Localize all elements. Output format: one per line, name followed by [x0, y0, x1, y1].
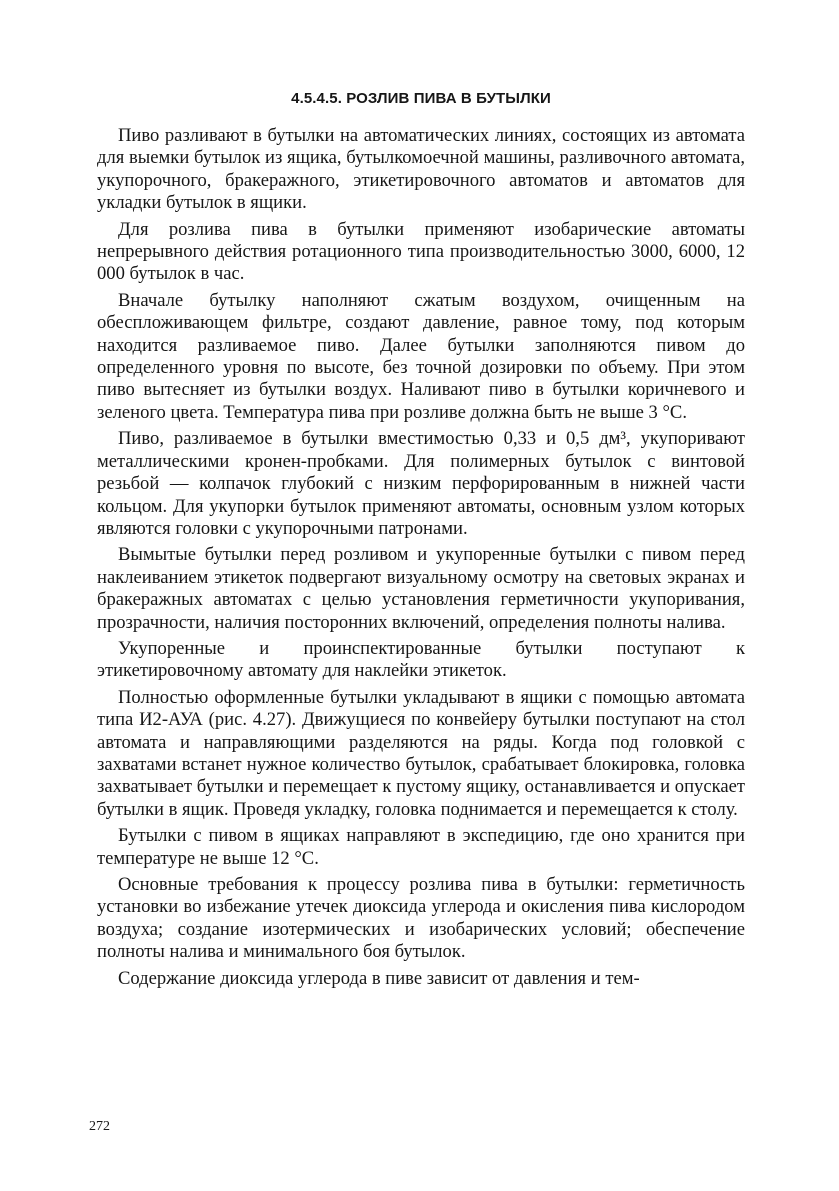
paragraph-4: Пиво, разливаемое в бутылки вместимостью 0,33 и 0,5 дм³, укупоривают металлическими кронен-пробками. Для полимерных бутылок с винтовой резьбой — колпачок глубокий с низким перфорированным в нижней части кольцом. Для укупорки бутылок применяют автоматы, основным узлом которых являются головки с укупорочными патронами.: [97, 428, 745, 539]
paragraph-9: Основные требования к процессу розлива пива в бутылки: герметичность установки во избежание утечек диоксида углерода и окисления пива кислородом воздуха; создание изотермических и изобарических условий; обеспечение полноты налива и минимального боя бутылок.: [97, 874, 745, 963]
paragraph-5: Вымытые бутылки перед розливом и укупоренные бутылки с пивом перед наклеиванием этикеток подвергают визуальному осмотру на световых экранах и бракеражных автоматах с целью установления герметичности укупоривания, прозрачности, наличия посторонних включений, определения полноты налива.: [97, 544, 745, 633]
paragraph-3: Вначале бутылку наполняют сжатым воздухом, очищенным на обеспложивающем фильтре, создают давление, равное тому, под которым находится разливаемое пиво. Далее бутылки заполняются пивом до определенного уровня по высоте, без точной дозировки по объему. При этом пиво вытесняет из бутылки воздух. Наливают пиво в бутылки коричневого и зеленого цвета. Температура пива при розливе должна быть не выше 3 °С.: [97, 289, 745, 423]
paragraph-1: Пиво разливают в бутылки на автоматических линиях, состоящих из автомата для выемки бутылок из ящика, бутылкомоечной машины, разливочного автомата, укупорочного, бракеражного, этикетировочного автоматов и автоматов для укладки бутылок в ящики.: [97, 125, 745, 214]
paragraph-8: Бутылки с пивом в ящиках направляют в экспедицию, где оно хранится при температуре не выше 12 °С.: [97, 825, 745, 869]
paragraph-6: Укупоренные и проинспектированные бутылки поступают к этикетировочному автомату для наклейки этикеток.: [97, 637, 745, 682]
paragraph-7: Полностью оформленные бутылки укладывают в ящики с помощью автомата типа И2-АУА (рис. 4.27). Движущиеся по конвейеру бутылки поступают на стол автомата и направляющими разделяются на ряды. Когда под головкой с захватами встанет нужное количество бутылок, срабатывает блокировка, головка захватывает бутылки и перемещает к пустому ящику, останавливается и опускает бутылки в ящик. Проведя укладку, головка поднимается и перемещается к столу.: [97, 686, 745, 820]
paragraph-2: Для розлива пива в бутылки применяют изобарические автоматы непрерывного действия ротационного типа производительностью 3000, 6000, 12 000 бутылок в час.: [97, 218, 745, 285]
section-heading: 4.5.4.5. РОЗЛИВ ПИВА В БУТЫЛКИ: [291, 90, 551, 107]
paragraph-10: Содержание диоксида углерода в пиве зависит от давления и тем-: [118, 967, 640, 989]
page-number: 272: [89, 1119, 110, 1134]
page-body: [97, 90, 745, 990]
